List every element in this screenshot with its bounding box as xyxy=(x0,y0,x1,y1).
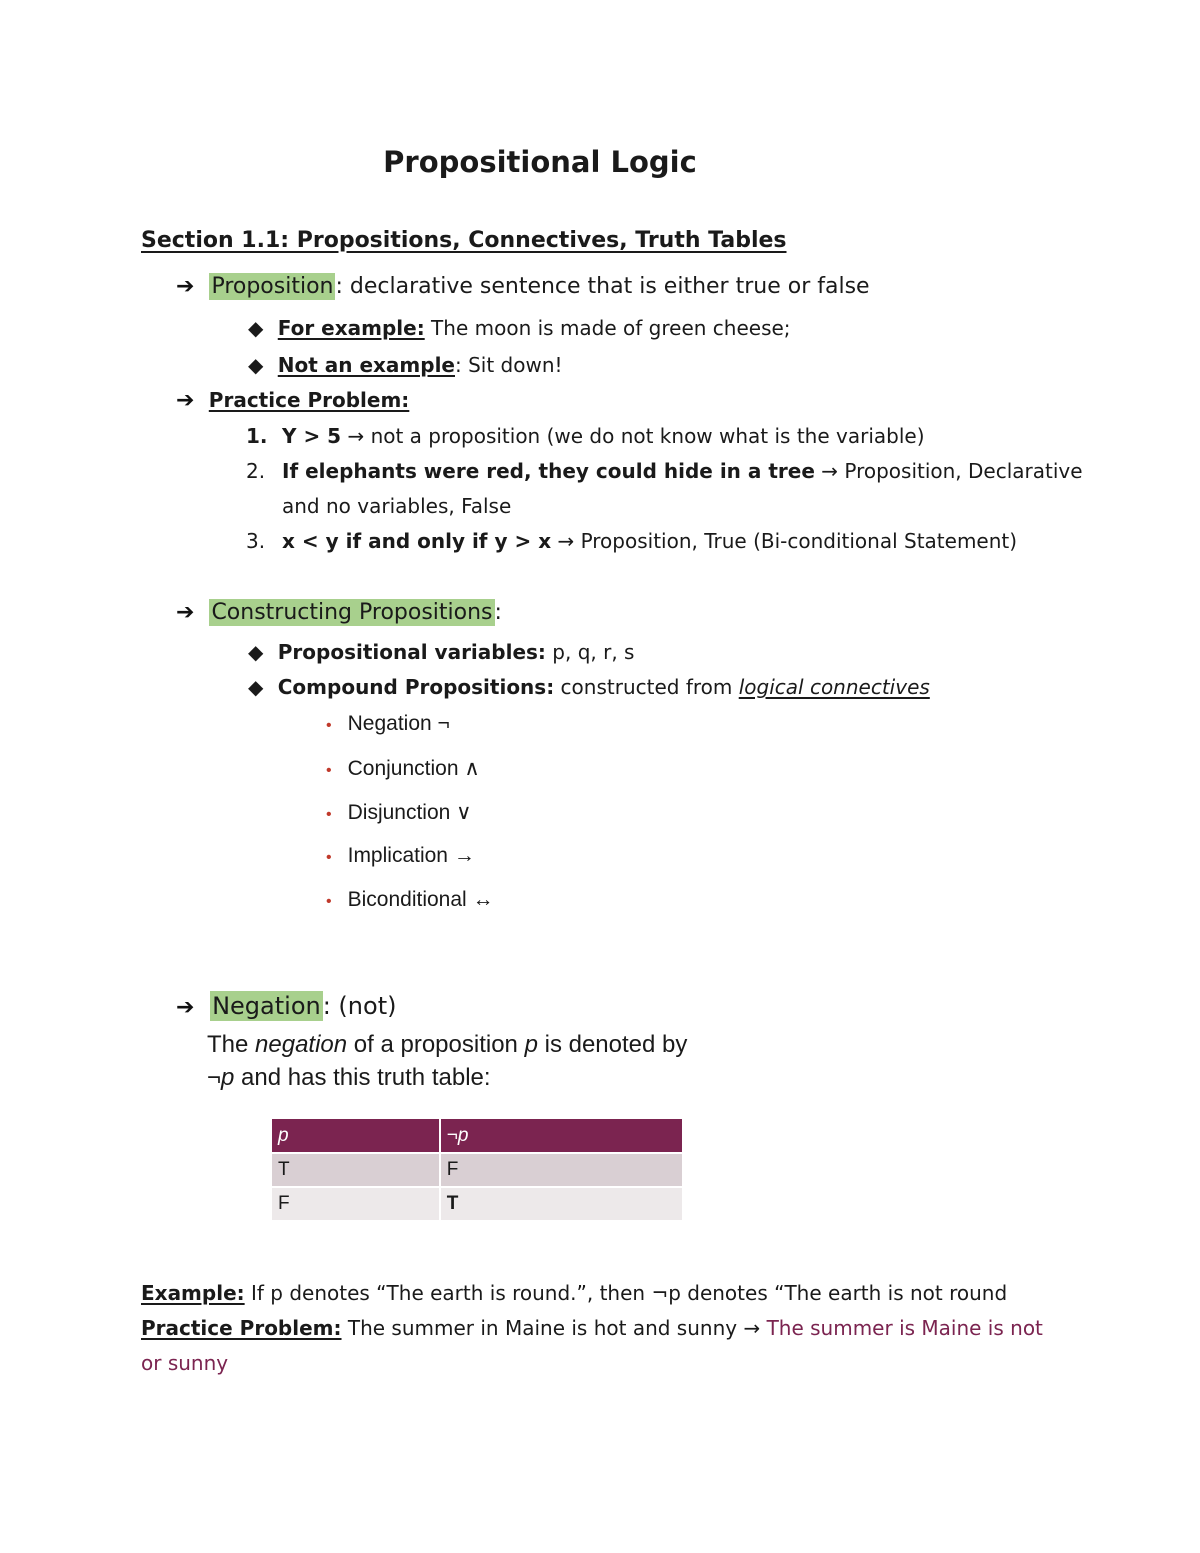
negation-suffix: : (not) xyxy=(322,992,397,1020)
constructing-line: ➔ Constructing Propositions: xyxy=(176,600,502,625)
example-line xyxy=(141,1281,1007,1305)
practice2-answer: The summer is Maine is not xyxy=(766,1316,1043,1340)
example-label: For example: xyxy=(277,316,425,340)
arrow-icon: ➔ xyxy=(176,995,195,1020)
practice2-answer-continued: or sunny xyxy=(141,1351,229,1375)
table-header-row xyxy=(272,1119,683,1153)
negation-truth-table xyxy=(272,1119,684,1220)
nonexample-text: : Sit down! xyxy=(455,353,563,377)
practice-item: 2. If elephants were red, they could hide in a tree → Proposition, Declarative xyxy=(246,459,1083,483)
arrow-icon: ➔ xyxy=(176,600,195,625)
table-header: ¬p xyxy=(440,1119,683,1153)
logical-connectives-link[interactable]: logical connectives xyxy=(738,675,930,699)
table-cell: T xyxy=(272,1153,440,1187)
table-row xyxy=(272,1153,683,1187)
table-row xyxy=(272,1187,683,1220)
variables-label: Propositional variables: xyxy=(277,640,546,664)
compound-text: constructed from xyxy=(554,675,739,699)
example-text: The moon is made of green cheese; xyxy=(424,316,791,340)
negation-description-line1: The negation of a proposition p is denoted by xyxy=(207,1031,688,1058)
table-cell: F xyxy=(440,1153,683,1187)
connective-item: • Conjunction ∧ xyxy=(326,757,480,780)
example-text: If p denotes “The earth is round.”, then ¬p denotes “The earth is not round xyxy=(244,1281,1008,1305)
negation-line xyxy=(176,992,396,1020)
negation-term: Negation xyxy=(212,992,321,1020)
practice-item: 1. Y > 5 → not a proposition (we do not know what is the variable) xyxy=(246,424,925,448)
diamond-icon: ◆ xyxy=(248,316,264,340)
proposition-term: Proposition xyxy=(211,274,334,299)
compound-bullet xyxy=(248,675,930,699)
negation-description-line2: ¬p and has this truth table: xyxy=(207,1064,491,1091)
diamond-icon: ◆ xyxy=(248,675,264,699)
bullet-icon: • xyxy=(326,893,332,910)
table-cell: F xyxy=(272,1187,440,1220)
practice2-line xyxy=(141,1316,1043,1340)
bullet-icon: • xyxy=(326,762,332,779)
connective-item: • Negation ¬ xyxy=(326,712,450,735)
practice2-text: The summer in Maine is hot and sunny → xyxy=(341,1316,767,1340)
practice2-label: Practice Problem: xyxy=(141,1316,342,1340)
connective-item: • Disjunction ∨ xyxy=(326,801,472,824)
arrow-icon: ➔ xyxy=(176,388,195,413)
practice-item: 3. x < y if and only if y > x → Proposition, True (Bi-conditional Statement) xyxy=(246,529,1018,553)
example-label: Example: xyxy=(141,1281,245,1305)
bullet-icon: • xyxy=(326,849,332,866)
diamond-icon: ◆ xyxy=(248,353,264,377)
variables-text: p, q, r, s xyxy=(545,640,635,664)
section-heading: Section 1.1: Propositions, Connectives, Truth Tables xyxy=(141,228,787,253)
compound-label: Compound Propositions: xyxy=(277,675,555,699)
example-bullet xyxy=(248,316,791,340)
table-cell: T xyxy=(440,1187,683,1220)
variables-bullet xyxy=(248,640,634,664)
nonexample-bullet xyxy=(248,353,563,377)
page-title: Propositional Logic xyxy=(383,145,697,179)
proposition-definition: : declarative sentence that is either true or false xyxy=(335,274,870,299)
constructing-term: Constructing Propositions xyxy=(211,600,493,625)
bullet-icon: • xyxy=(326,806,332,823)
proposition-line xyxy=(176,274,870,299)
bullet-icon: • xyxy=(326,717,332,734)
diamond-icon: ◆ xyxy=(248,640,264,664)
practice-item-continued: and no variables, False xyxy=(282,494,512,518)
connective-item: • Implication → xyxy=(326,844,475,867)
connective-item: • Biconditional ↔ xyxy=(326,888,494,911)
practice-heading xyxy=(176,388,409,413)
arrow-icon: ➔ xyxy=(176,274,195,299)
table-header: p xyxy=(272,1119,440,1153)
practice-label: Practice Problem: xyxy=(208,388,410,412)
nonexample-label: Not an example xyxy=(277,353,455,377)
